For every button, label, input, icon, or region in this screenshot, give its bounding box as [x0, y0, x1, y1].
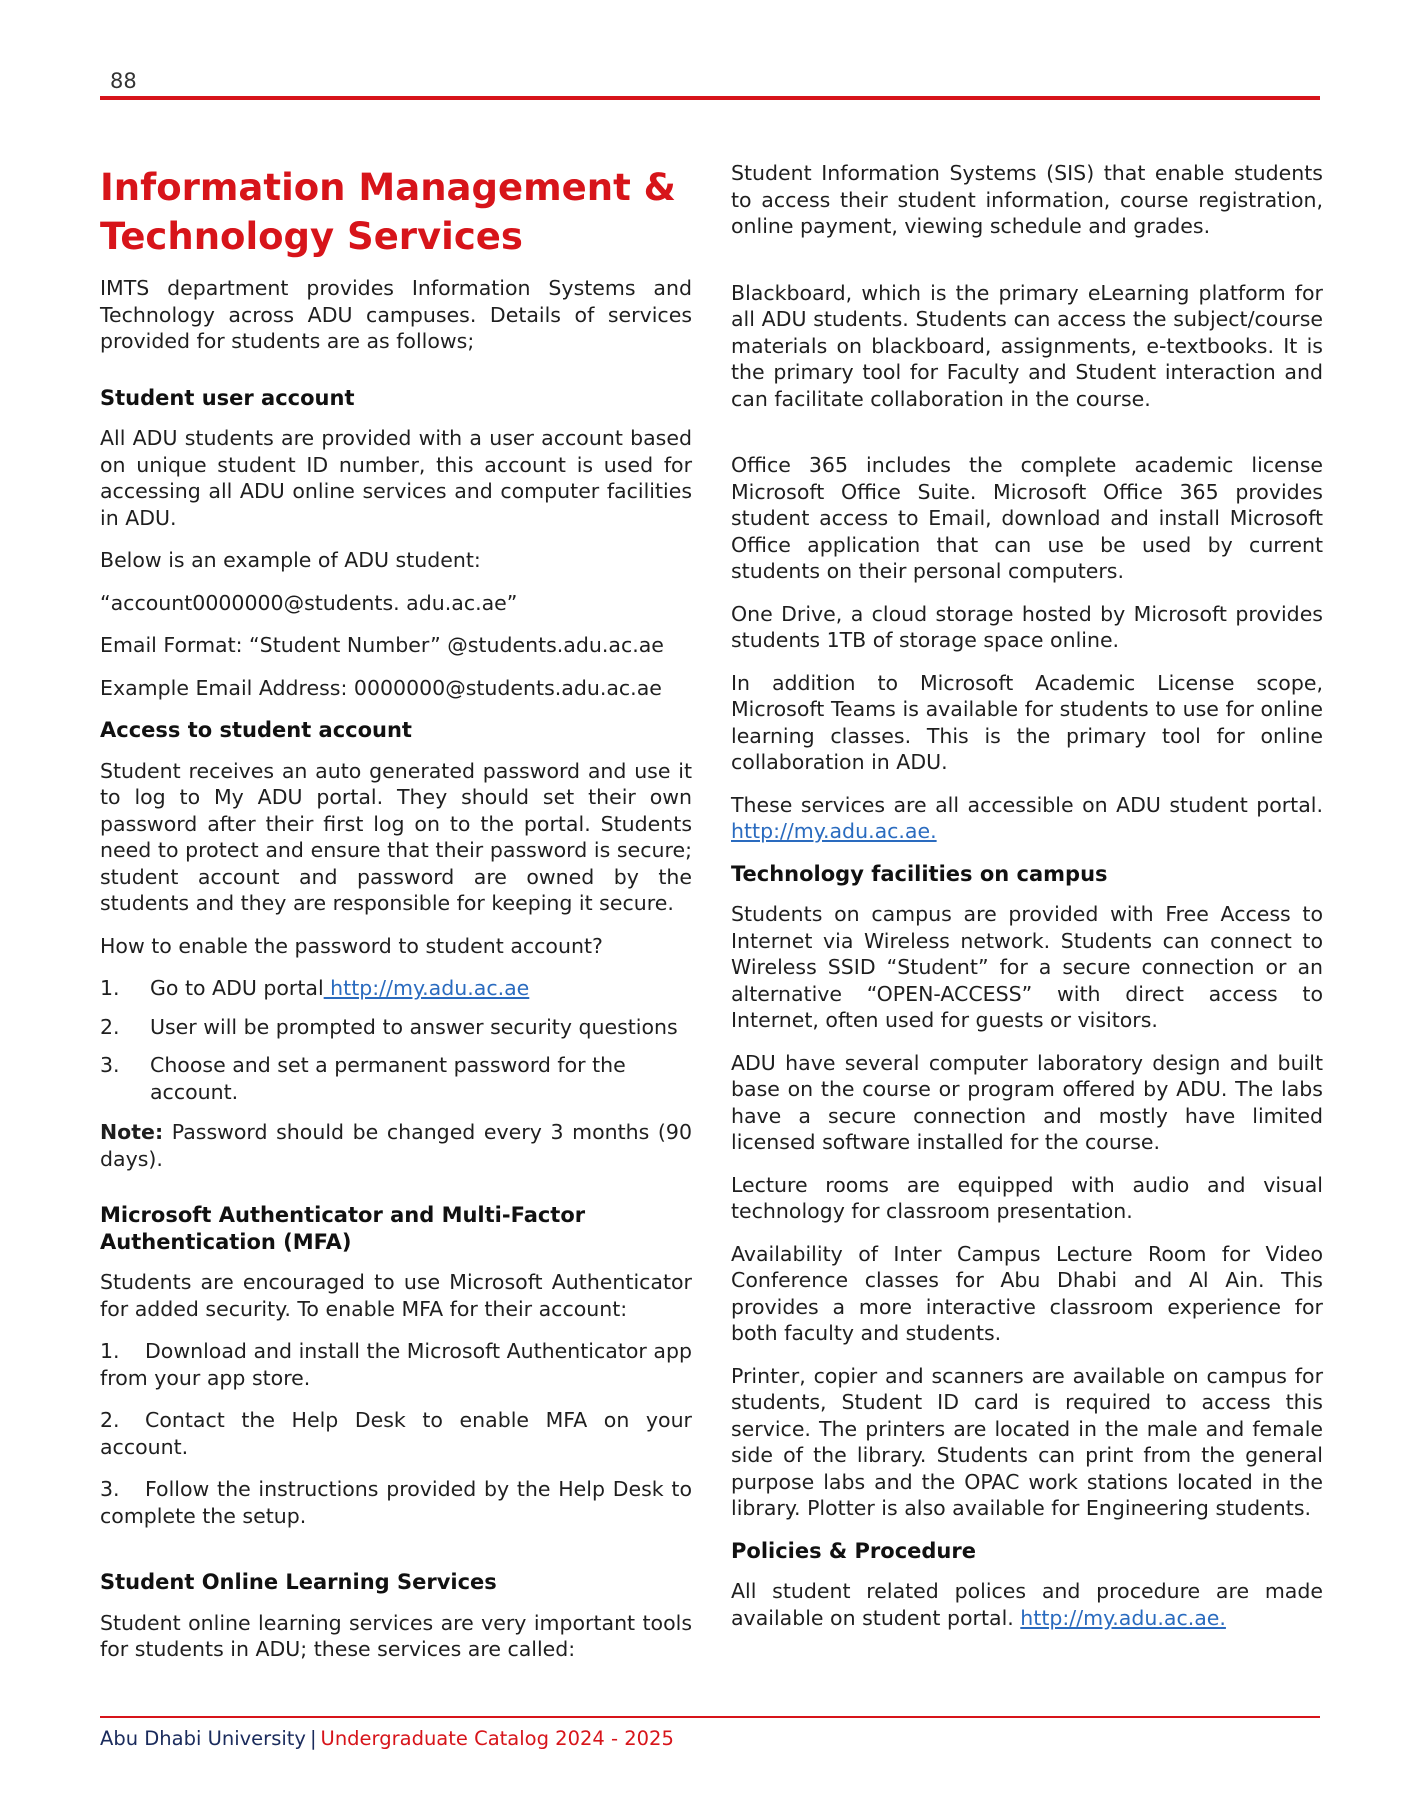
labs-paragraph: ADU have several computer laboratory design and built base on the course or program offered by ADU. The labs have a secure connection and mostly have limited licensed software installed for the course. — [731, 1050, 1323, 1154]
footer-rule — [100, 1716, 1320, 1718]
policies-paragraph — [731, 1578, 1323, 1631]
how-to-question: How to enable the password to student account? — [100, 933, 603, 958]
step-text: Choose and set a permanent password for the account. — [150, 1053, 626, 1104]
step-number: 1. — [100, 1339, 120, 1363]
heading-mfa: Microsoft Authenticator and Multi-Factor Authentication (MFA) — [100, 1203, 586, 1254]
password-steps-list — [100, 975, 692, 1105]
portal-paragraph — [731, 792, 1323, 845]
sis-paragraph: Student Information Systems (SIS) that enable students to access their student information, course registration, online payment, viewing schedule and grades. — [731, 161, 1323, 238]
portal-link[interactable]: http://my.adu.ac.ae — [323, 976, 530, 1000]
lecture-rooms-paragraph: Lecture rooms are equipped with audio and visual technology for classroom presentation. — [731, 1172, 1323, 1223]
mfa-paragraph: Students are encouraged to use Microsoft Authenticator for added security. To enable MFA for their account: — [100, 1270, 692, 1321]
teams-paragraph: In addition to Microsoft Academic License scope, Microsoft Teams is available for students to use for online learning classes. This is the primary tool for online collaboration in ADU. — [731, 670, 1323, 774]
example-intro: Below is an example of ADU student: — [100, 548, 481, 572]
step-label: Go to ADU portal — [150, 976, 324, 1000]
portal-text: These services are all accessible on ADU student portal. — [731, 792, 1323, 817]
policies-portal-link[interactable]: http://my.adu.ac.ae. — [1020, 1605, 1226, 1630]
blackboard-paragraph: Blackboard, which is the primary eLearning platform for all ADU students. Students can access the subject/course materials on blackboard, assignments, e-textbooks. It is the primary tool for Faculty and Student interaction and can facilitate collaboration in the course. — [731, 280, 1323, 411]
footer — [100, 1727, 674, 1750]
list-item — [100, 1407, 692, 1460]
header-rule — [100, 96, 1320, 100]
portal-link[interactable]: http://my.adu.ac.ae. — [731, 819, 937, 843]
page-number: 88 — [110, 69, 137, 93]
note-label: Note: — [100, 1120, 164, 1144]
list-item — [100, 1338, 692, 1391]
intro-paragraph: IMTS department provides Information Systems and Technology across ADU campuses. Details of services provided for students are as follows; — [100, 276, 692, 353]
example-account: “account0000000@students. adu.ac.ae” — [100, 590, 518, 615]
heading-policies: Policies & Procedure — [731, 1538, 976, 1563]
wireless-paragraph: Students on campus are provided with Free Access to Internet via Wireless network. Students can connect to Wireless SSID “Student” for a secure connection or an alternative “OPEN-ACCESS” with direct access to Internet, often used for guests or visitors. — [731, 902, 1323, 1032]
step-number: 2. — [100, 1408, 120, 1432]
example-email: Example Email Address: 0000000@students.adu.ac.ae — [100, 675, 662, 700]
email-format: Email Format: “Student Number” @students.adu.ac.ae — [100, 633, 664, 657]
list-item — [100, 1052, 692, 1105]
heading-online-learning: Student Online Learning Services — [100, 1570, 497, 1594]
step-text: Contact the Help Desk to enable MFA on your account. — [100, 1408, 692, 1459]
step-number: 2. — [100, 1014, 120, 1039]
footer-university: Abu Dhabi University — [100, 1727, 306, 1750]
step-text — [150, 975, 529, 1002]
access-paragraph: Student receives an auto generated password and use it to log to My ADU portal. They should set their own password after their first log on to the portal. Students need to protect and ensure that their password is secure; student account and password are owned by the students and they are responsible for keeping it secure. — [100, 758, 692, 915]
left-column — [100, 160, 692, 1679]
inter-campus-paragraph: Availability of Inter Campus Lecture Room for Video Conference classes for Abu Dhabi and Al Ain. This provides a more interactive classroom experience for both faculty and students. — [731, 1241, 1323, 1345]
list-item — [100, 1014, 692, 1041]
right-column — [731, 160, 1323, 1647]
step-text: Download and install the Microsoft Authenticator app from your app store. — [100, 1339, 692, 1390]
user-account-paragraph: All ADU students are provided with a user account based on unique student ID number, this account is used for accessing all ADU online services and computer facilities in ADU. — [100, 426, 692, 530]
mfa-steps-list — [100, 1338, 692, 1529]
heading-access-student-account: Access to student account — [100, 718, 412, 742]
footer-catalog: Undergraduate Catalog 2024 - 2025 — [320, 1727, 674, 1750]
step-number: 3. — [100, 1477, 120, 1501]
step-text: User will be prompted to answer security questions — [150, 1014, 678, 1039]
office365-paragraph: Office 365 includes the complete academic license Microsoft Office Suite. Microsoft Office 365 provides student access to Email, download and install Microsoft Office application that can use be used by current students on their personal computers. — [731, 453, 1323, 583]
step-text: Follow the instructions provided by the Help Desk to complete the setup. — [100, 1477, 692, 1528]
list-item — [100, 975, 692, 1002]
heading-technology-facilities: Technology facilities on campus — [731, 861, 1108, 886]
printers-paragraph: Printer, copier and scanners are available on campus for students, Student ID card is required to access this service. The printers are located in the male and female side of the library. Students can print from the general purpose labs and the OPAC work stations located in the library. Plotter is also available for Engineering students. — [731, 1363, 1323, 1520]
note-text: Password should be changed every 3 months (90 days). — [100, 1120, 692, 1171]
footer-separator: | — [309, 1727, 317, 1750]
step-number: 3. — [100, 1053, 120, 1077]
section-title: Information Management & Technology Services — [100, 166, 676, 258]
heading-student-user-account: Student user account — [100, 385, 355, 410]
step-number: 1. — [100, 976, 120, 1000]
online-learning-paragraph: Student online learning services are very important tools for students in ADU; these services are called: — [100, 1610, 692, 1661]
list-item — [100, 1476, 692, 1529]
onedrive-paragraph: One Drive, a cloud storage hosted by Microsoft provides students 1TB of storage space online. — [731, 601, 1323, 652]
password-note — [100, 1119, 692, 1172]
policies-text: All student related polices and procedure are made available on student portal. — [731, 1579, 1323, 1630]
